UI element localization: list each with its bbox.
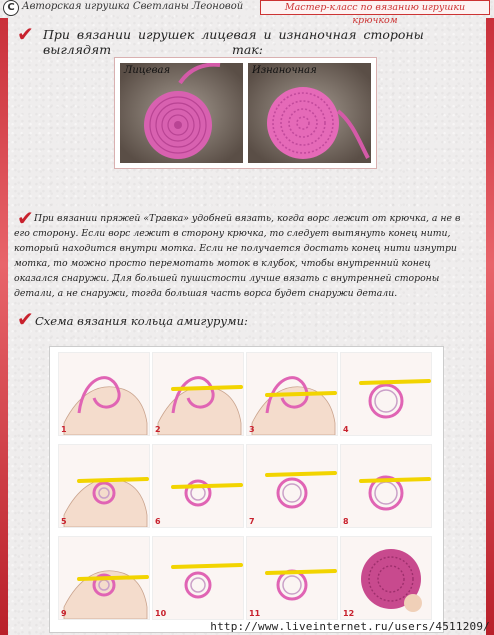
step-illustration — [59, 537, 149, 619]
step-number: 6 — [155, 517, 161, 526]
crochet-diagram-panel — [49, 346, 444, 633]
section2-line: мотка, то можно просто перемотать моток в клубок, чтобы внутренний конец — [14, 258, 431, 269]
section1-text-line1: При вязании игрушек лицевая и изнаночная стороны выглядят — [43, 27, 424, 57]
section2-line: который находится внутри мотка. Если не получается достать конец нити изнутри — [14, 243, 457, 254]
step-number: 5 — [61, 517, 67, 526]
step-number: 4 — [343, 425, 349, 434]
step-illustration — [341, 353, 431, 435]
header — [0, 0, 494, 26]
masterclass-label: Мастер-класс по вязанию игрушки крючком — [260, 0, 490, 15]
step-illustration — [59, 445, 149, 527]
photo-front-label: Лицевая — [124, 65, 171, 76]
step-illustration — [341, 445, 431, 527]
photo-back-label: Изнаночная — [252, 65, 317, 76]
step-number: 7 — [249, 517, 255, 526]
diagram-step — [340, 352, 432, 436]
section2-line: При вязании пряжей «Травка» удобней вязать, когда ворс лежит от крючка, а не в — [34, 213, 461, 224]
checkmark-icon: ✔ — [17, 206, 34, 230]
diagram-step — [246, 536, 338, 620]
step-illustration — [341, 537, 431, 619]
diagram-step — [152, 536, 244, 620]
step-number: 1 — [61, 425, 67, 434]
diagram-step — [152, 352, 244, 436]
step-number: 9 — [61, 609, 67, 618]
diagram-step — [340, 536, 432, 620]
diagram-step — [340, 444, 432, 528]
step-number: 3 — [249, 425, 255, 434]
step-illustration — [247, 537, 337, 619]
checkmark-icon: ✔ — [17, 307, 34, 331]
diagram-step — [246, 352, 338, 436]
step-illustration — [153, 445, 243, 527]
section3-title: Схема вязания кольца амигуруми: — [35, 314, 248, 328]
step-number: 8 — [343, 517, 349, 526]
section2-line: его сторону. Если ворс лежит в сторону крючка, то следует вытянуть конец нити, — [14, 228, 451, 239]
checkmark-icon: ✔ — [17, 22, 34, 46]
photo-front-side — [120, 63, 243, 163]
step-number: 10 — [155, 609, 167, 618]
crochet-circle-front — [120, 63, 243, 163]
crochet-circle-back — [248, 63, 371, 163]
diagram-step — [58, 444, 150, 528]
diagram-step — [152, 444, 244, 528]
source-url: http://www.liveinternet.ru/users/4511209/ — [210, 620, 490, 633]
step-number: 12 — [343, 609, 355, 618]
step-illustration — [247, 445, 337, 527]
step-number: 11 — [249, 609, 261, 618]
photo-back-side — [248, 63, 371, 163]
author-label: Авторская игрушка Светланы Леоновой — [22, 1, 244, 12]
copyright-icon: C — [3, 0, 19, 16]
section1-text-line2: так: — [232, 42, 263, 57]
step-number: 2 — [155, 425, 161, 434]
left-border-decoration — [0, 18, 8, 635]
diagram-step — [246, 444, 338, 528]
section2-line: оказался снаружи. Для большей пушистости лучше вязать с внутренней стороны — [14, 273, 440, 284]
step-illustration — [153, 353, 243, 435]
step-illustration — [153, 537, 243, 619]
section2-line: детали, а не снаружи, тогда большая часть ворса будет снаружи детали. — [14, 288, 398, 299]
step-illustration — [247, 353, 337, 435]
right-border-decoration — [486, 18, 494, 635]
photo-panel — [114, 57, 377, 169]
diagram-step — [58, 536, 150, 620]
step-illustration — [59, 353, 149, 435]
diagram-step — [58, 352, 150, 436]
